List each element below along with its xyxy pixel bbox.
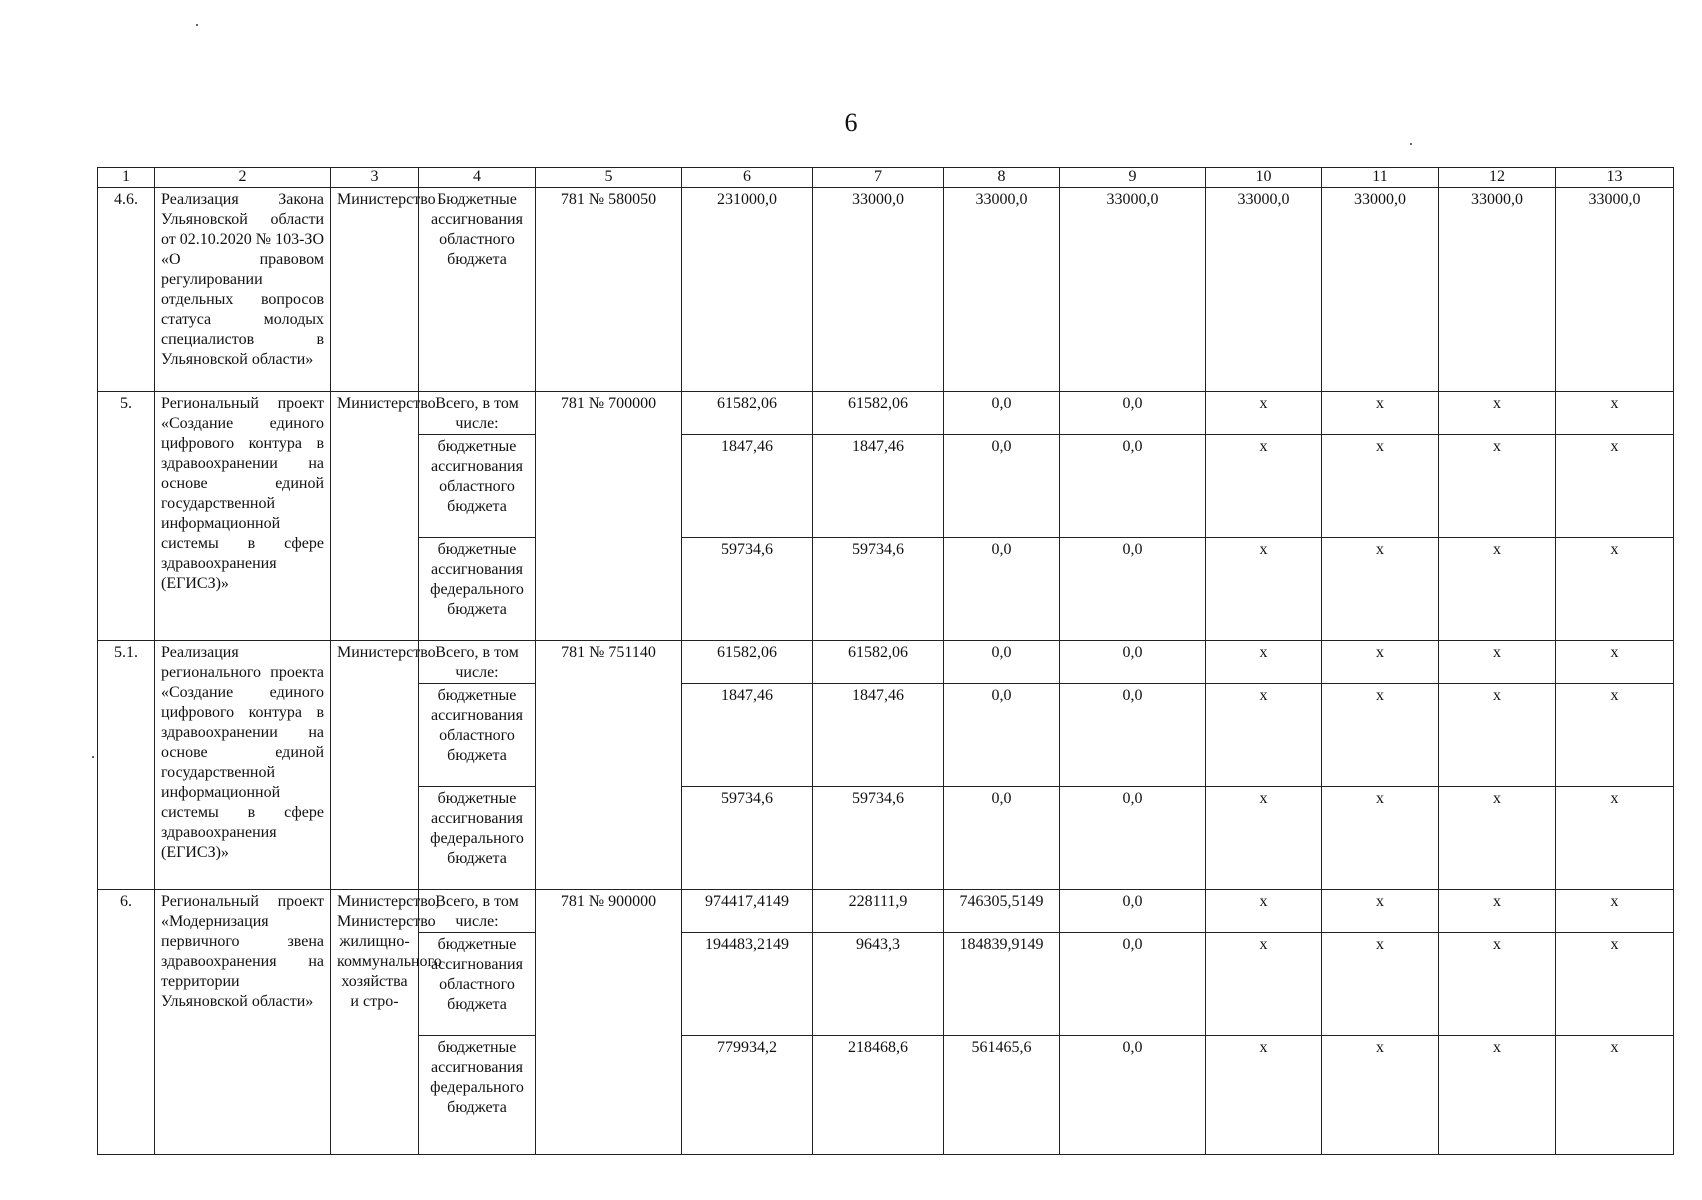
executor: Министерство bbox=[331, 392, 419, 641]
activity-name: Региональный проект «Модернизация первичного звена здравоохранения на территории Ульяновской области» bbox=[155, 890, 331, 1155]
value-cell: 61582,06 bbox=[682, 641, 813, 684]
budget-code: 781 № 900000 bbox=[536, 890, 682, 1155]
column-header: 10 bbox=[1206, 168, 1322, 188]
funding-source: Всего, в том числе: bbox=[419, 392, 536, 435]
table-row bbox=[98, 641, 1674, 684]
row-number: 5.1. bbox=[98, 641, 155, 890]
value-cell: 59734,6 bbox=[813, 538, 944, 641]
value-cell: 561465,6 bbox=[944, 1036, 1060, 1155]
column-header: 3 bbox=[331, 168, 419, 188]
value-cell: x bbox=[1322, 890, 1439, 933]
value-cell: x bbox=[1322, 933, 1439, 1036]
value-cell: 59734,6 bbox=[813, 787, 944, 890]
scan-speck bbox=[1410, 143, 1412, 145]
value-cell: x bbox=[1206, 684, 1322, 787]
executor: Министерство bbox=[331, 188, 419, 392]
value-cell: x bbox=[1556, 890, 1674, 933]
row-number: 6. bbox=[98, 890, 155, 1155]
row-number: 4.6. bbox=[98, 188, 155, 392]
value-cell: x bbox=[1322, 1036, 1439, 1155]
value-cell: 1847,46 bbox=[682, 435, 813, 538]
value-cell: 0,0 bbox=[1060, 787, 1206, 890]
value-cell: 746305,5149 bbox=[944, 890, 1060, 933]
column-header: 6 bbox=[682, 168, 813, 188]
value-cell: 0,0 bbox=[944, 787, 1060, 890]
activity-name: Реализация регионального проекта «Создание единого цифрового контура в здравоохранении на основе единой государственной информационной системы в сфере здравоохранения (ЕГИСЗ)» bbox=[155, 641, 331, 890]
value-cell: 33000,0 bbox=[813, 188, 944, 392]
value-cell: 33000,0 bbox=[944, 188, 1060, 392]
value-cell: 61582,06 bbox=[682, 392, 813, 435]
budget-code: 781 № 580050 bbox=[536, 188, 682, 392]
header-row bbox=[98, 168, 1674, 188]
executor: Министерство bbox=[331, 641, 419, 890]
value-cell: x bbox=[1322, 684, 1439, 787]
value-cell: 0,0 bbox=[1060, 538, 1206, 641]
value-cell: 33000,0 bbox=[1206, 188, 1322, 392]
column-header: 4 bbox=[419, 168, 536, 188]
funding-source: Бюджетные ассигнования областного бюджета bbox=[419, 188, 536, 392]
value-cell: x bbox=[1322, 435, 1439, 538]
column-header: 8 bbox=[944, 168, 1060, 188]
value-cell: 1847,46 bbox=[813, 684, 944, 787]
value-cell: 228111,9 bbox=[813, 890, 944, 933]
column-header: 13 bbox=[1556, 168, 1674, 188]
funding-source: бюджетные ассигнования федерального бюджета bbox=[419, 787, 536, 890]
funding-source: бюджетные ассигнования федерального бюджета bbox=[419, 1036, 536, 1155]
column-header: 12 bbox=[1439, 168, 1556, 188]
value-cell: x bbox=[1556, 684, 1674, 787]
funding-source: бюджетные ассигнования областного бюджета bbox=[419, 933, 536, 1036]
activity-name: Реализация Закона Ульяновской области от 02.10.2020 № 103-ЗО «О правовом регулировании отдельных вопросов статуса молодых специалистов в Ульяновской области» bbox=[155, 188, 331, 392]
value-cell: 0,0 bbox=[1060, 392, 1206, 435]
value-cell: x bbox=[1322, 392, 1439, 435]
value-cell: 194483,2149 bbox=[682, 933, 813, 1036]
column-header: 7 bbox=[813, 168, 944, 188]
value-cell: 9643,3 bbox=[813, 933, 944, 1036]
value-cell: 33000,0 bbox=[1439, 188, 1556, 392]
budget-table bbox=[97, 167, 1674, 1155]
value-cell: 33000,0 bbox=[1556, 188, 1674, 392]
column-header: 9 bbox=[1060, 168, 1206, 188]
value-cell: x bbox=[1206, 538, 1322, 641]
value-cell: 61582,06 bbox=[813, 392, 944, 435]
column-header: 5 bbox=[536, 168, 682, 188]
value-cell: x bbox=[1439, 435, 1556, 538]
value-cell: x bbox=[1556, 933, 1674, 1036]
value-cell: x bbox=[1556, 787, 1674, 890]
value-cell: x bbox=[1322, 787, 1439, 890]
value-cell: 33000,0 bbox=[1060, 188, 1206, 392]
table-row bbox=[98, 188, 1674, 392]
value-cell: x bbox=[1206, 933, 1322, 1036]
value-cell: x bbox=[1322, 641, 1439, 684]
value-cell: 231000,0 bbox=[682, 188, 813, 392]
scan-speck bbox=[196, 24, 198, 26]
value-cell: 1847,46 bbox=[813, 435, 944, 538]
value-cell: x bbox=[1439, 538, 1556, 641]
budget-code: 781 № 751140 bbox=[536, 641, 682, 890]
value-cell: x bbox=[1556, 435, 1674, 538]
value-cell: x bbox=[1439, 933, 1556, 1036]
funding-source: бюджетные ассигнования федерального бюджета bbox=[419, 538, 536, 641]
column-header: 2 bbox=[155, 168, 331, 188]
value-cell: x bbox=[1556, 1036, 1674, 1155]
value-cell: 59734,6 bbox=[682, 538, 813, 641]
funding-source: бюджетные ассигнования областного бюджета bbox=[419, 435, 536, 538]
value-cell: 0,0 bbox=[1060, 890, 1206, 933]
funding-source: Всего, в том числе: bbox=[419, 641, 536, 684]
value-cell: 0,0 bbox=[1060, 435, 1206, 538]
table-row bbox=[98, 392, 1674, 435]
budget-code: 781 № 700000 bbox=[536, 392, 682, 641]
value-cell: x bbox=[1206, 787, 1322, 890]
value-cell: 0,0 bbox=[944, 538, 1060, 641]
value-cell: x bbox=[1206, 435, 1322, 538]
value-cell: 33000,0 bbox=[1322, 188, 1439, 392]
value-cell: 1847,46 bbox=[682, 684, 813, 787]
page-number: 6 bbox=[844, 108, 858, 137]
column-header: 1 bbox=[98, 168, 155, 188]
value-cell: 0,0 bbox=[944, 392, 1060, 435]
value-cell: 0,0 bbox=[1060, 933, 1206, 1036]
value-cell: x bbox=[1556, 392, 1674, 435]
value-cell: 184839,9149 bbox=[944, 933, 1060, 1036]
value-cell: 218468,6 bbox=[813, 1036, 944, 1155]
value-cell: x bbox=[1556, 641, 1674, 684]
value-cell: 0,0 bbox=[944, 641, 1060, 684]
value-cell: x bbox=[1439, 787, 1556, 890]
value-cell: x bbox=[1206, 392, 1322, 435]
value-cell: x bbox=[1439, 684, 1556, 787]
value-cell: 0,0 bbox=[1060, 641, 1206, 684]
value-cell: x bbox=[1206, 1036, 1322, 1155]
value-cell: 61582,06 bbox=[813, 641, 944, 684]
value-cell: 0,0 bbox=[1060, 1036, 1206, 1155]
value-cell: x bbox=[1206, 890, 1322, 933]
activity-name: Региональный проект «Создание единого цифрового контура в здравоохранении на основе единой государственной информационной системы в сфере здравоохранения (ЕГИСЗ)» bbox=[155, 392, 331, 641]
value-cell: x bbox=[1322, 538, 1439, 641]
value-cell: 0,0 bbox=[1060, 684, 1206, 787]
value-cell: x bbox=[1206, 641, 1322, 684]
executor: Министерство, Министерство жилищно-коммунального хозяйства и стро- bbox=[331, 890, 419, 1155]
row-number: 5. bbox=[98, 392, 155, 641]
value-cell: x bbox=[1439, 1036, 1556, 1155]
funding-source: Всего, в том числе: bbox=[419, 890, 536, 933]
value-cell: x bbox=[1439, 392, 1556, 435]
value-cell: 779934,2 bbox=[682, 1036, 813, 1155]
column-header: 11 bbox=[1322, 168, 1439, 188]
value-cell: 59734,6 bbox=[682, 787, 813, 890]
value-cell: 0,0 bbox=[944, 435, 1060, 538]
scan-speck bbox=[92, 756, 94, 758]
funding-source: бюджетные ассигнования областного бюджета bbox=[419, 684, 536, 787]
value-cell: x bbox=[1556, 538, 1674, 641]
value-cell: 0,0 bbox=[944, 684, 1060, 787]
value-cell: x bbox=[1439, 641, 1556, 684]
table-row bbox=[98, 890, 1674, 933]
value-cell: x bbox=[1439, 890, 1556, 933]
value-cell: 974417,4149 bbox=[682, 890, 813, 933]
